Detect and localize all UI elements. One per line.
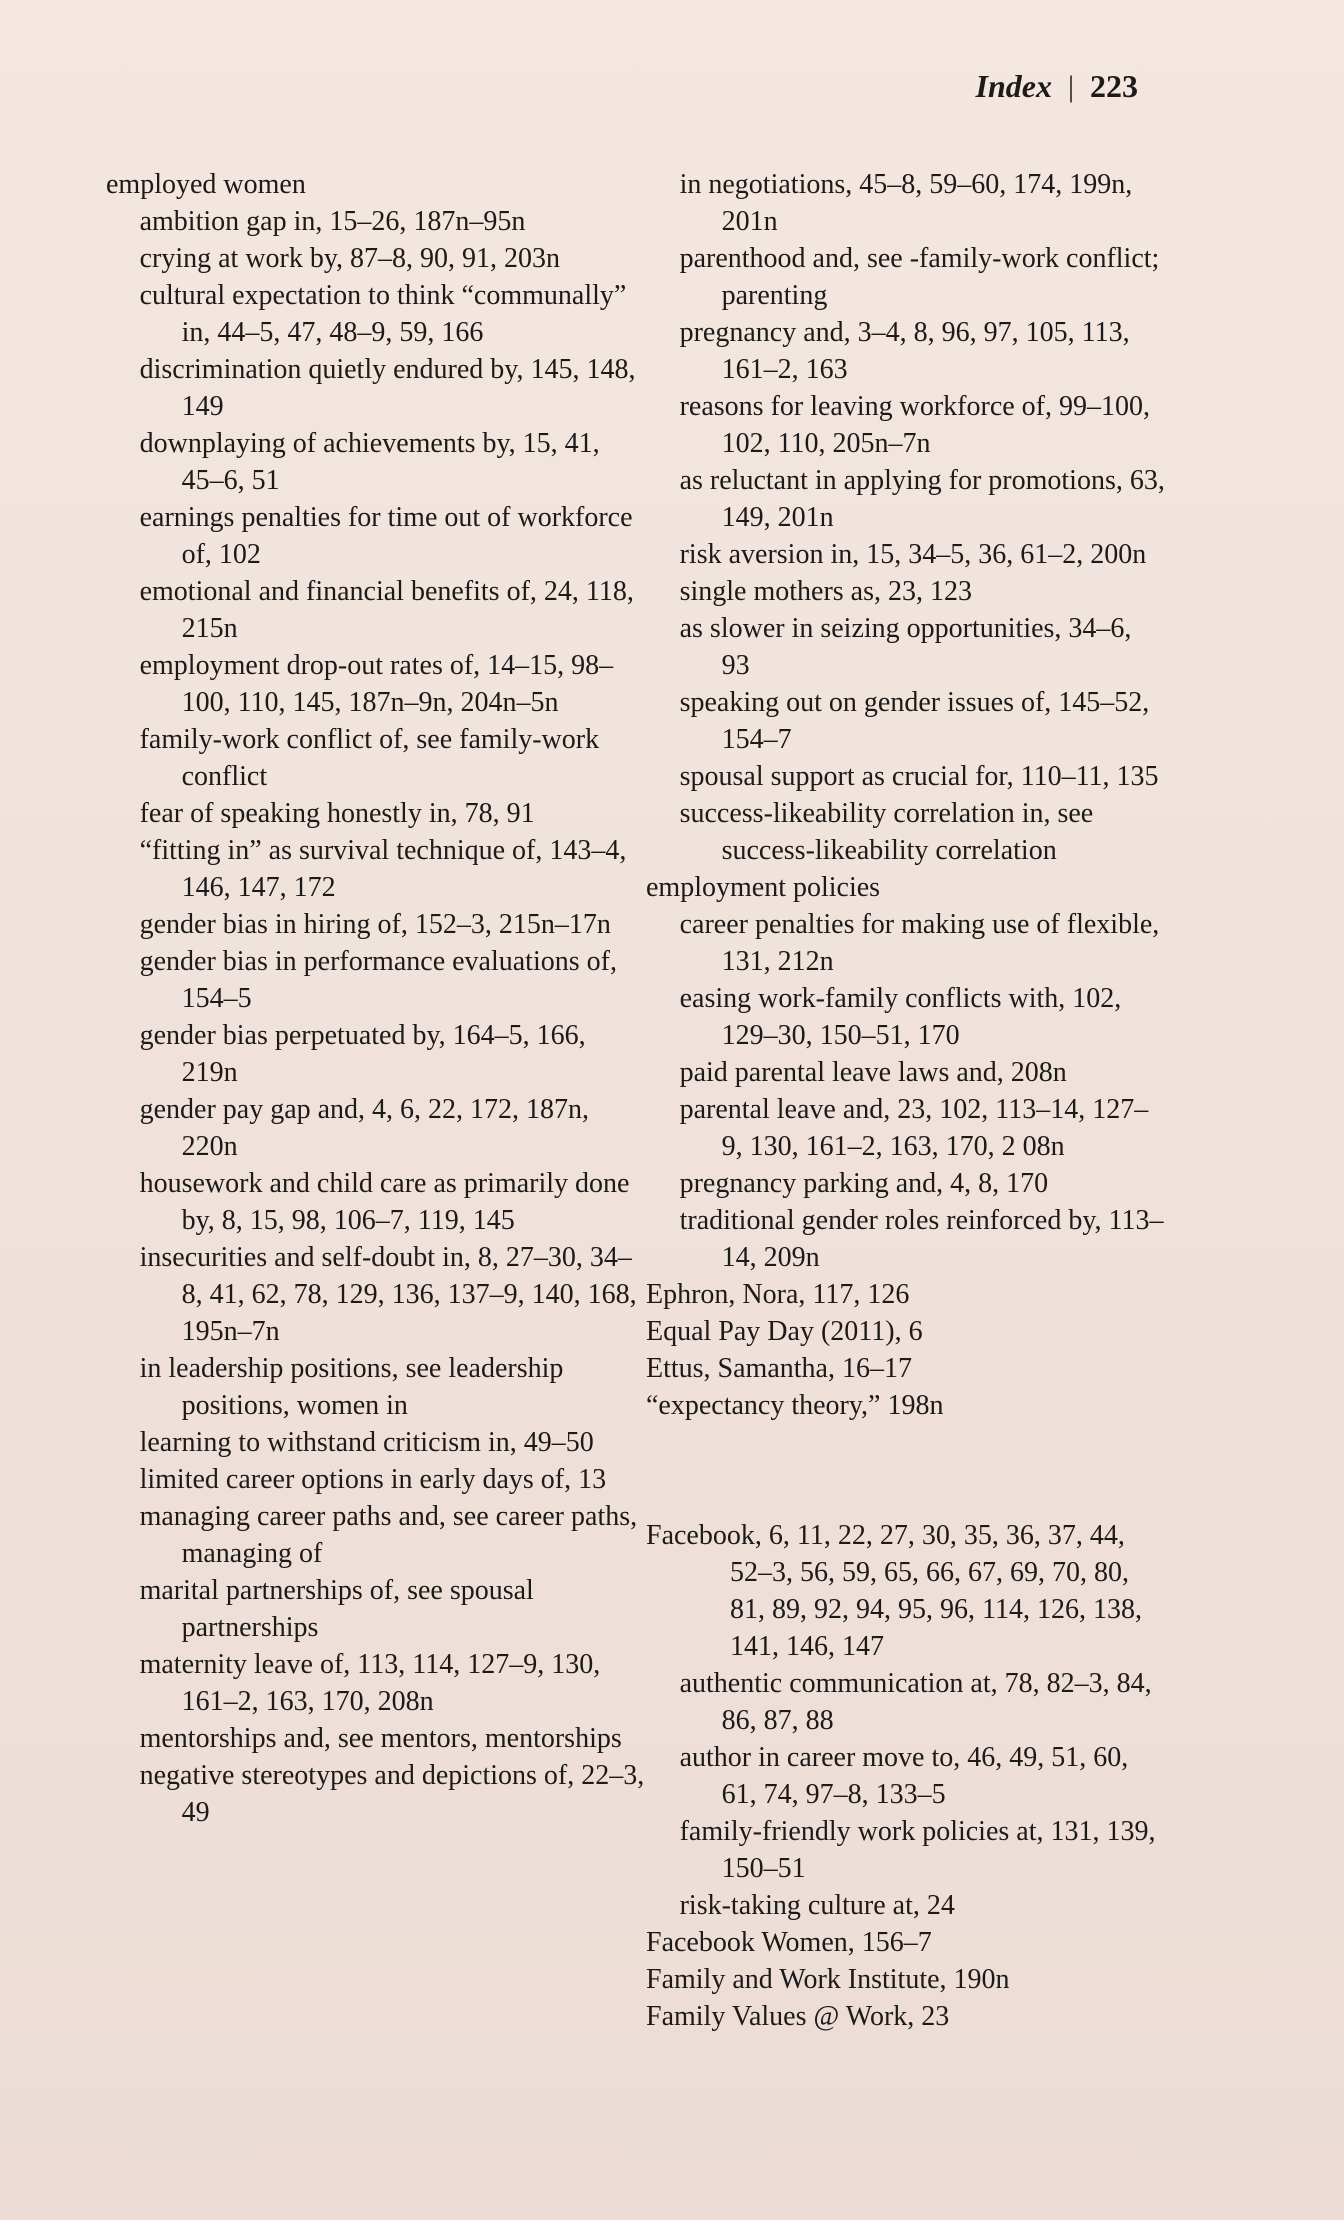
index-sub-entry: spousal support as crucial for, 110–11, 135 [679,761,1159,792]
index-column-left [106,166,646,1831]
index-main-entry: Facebook Women, 156–7 [646,1927,932,1958]
index-main-entry: employed women [106,169,306,200]
index-sub-entry: in negotiations, 45–8, 59–60, 174, 199n, 201n [679,169,1133,237]
index-sub-entry: parenthood and, see -family-work conflict; parenting [679,243,1160,311]
index-sub-entry: mentorships and, see mentors, mentorships [139,1723,622,1754]
index-sub-entry: parental leave and, 23, 102, 113–14, 127–9, 130, 161–2, 163, 170, 2 08n [679,1094,1149,1162]
index-main-entry: Ettus, Samantha, 16–17 [646,1353,912,1384]
index-sub-entry: as slower in seizing opportunities, 34–6, 93 [679,613,1132,681]
index-sub-entry: housework and child care as primarily done by, 8, 15, 98, 106–7, 119, 145 [139,1168,630,1236]
index-main-entry: Family and Work Institute, 190n [646,1964,1010,1995]
index-sub-entry: managing career paths and, see career paths, managing of [139,1501,638,1569]
index-sub-entry: ambition gap in, 15–26, 187n–95n [139,206,526,237]
index-sub-entry: paid parental leave laws and, 208n [679,1057,1067,1088]
index-main-entry: Equal Pay Day (2011), 6 [646,1316,923,1347]
index-sub-entry: reasons for leaving workforce of, 99–100, 102, 110, 205n–7n [679,391,1151,459]
index-sub-entry: discrimination quietly endured by, 145, 148, 149 [139,354,636,422]
index-sub-entry: emotional and financial benefits of, 24, 118, 215n [139,576,634,644]
index-sub-entry: learning to withstand criticism in, 49–50 [139,1427,594,1458]
index-sub-entry: negative stereotypes and depictions of, 22–3, 49 [139,1760,645,1828]
index-sub-entry: authentic communication at, 78, 82–3, 84, 86, 87, 88 [679,1668,1152,1736]
index-sub-entry: in leadership positions, see leadership positions, women in [139,1353,564,1421]
index-sub-entry: single mothers as, 23, 123 [679,576,973,607]
index-sub-entry: pregnancy parking and, 4, 8, 170 [679,1168,1049,1199]
index-sub-entry: cultural expectation to think “communally” in, 44–5, 47, 48–9, 59, 166 [139,280,627,348]
page-number: 223 [1090,68,1138,104]
index-sub-entry: crying at work by, 87–8, 90, 91, 203n [139,243,561,274]
index-sub-entry: marital partnerships of, see spousal partnerships [139,1575,534,1643]
index-sub-entry: family-friendly work policies at, 131, 139, 150–51 [679,1816,1156,1884]
index-sub-entry: gender bias in hiring of, 152–3, 215n–17n [139,909,611,940]
index-sub-entry: easing work-family conflicts with, 102, 129–30, 150–51, 170 [679,983,1122,1051]
index-sub-entry: gender pay gap and, 4, 6, 22, 172, 187n, 220n [139,1094,590,1162]
index-sub-entry: family-work conflict of, see family-work conflict [139,724,600,792]
index-sub-entry: pregnancy and, 3–4, 8, 96, 97, 105, 113, 161–2, 163 [679,317,1130,385]
index-sub-entry: gender bias in performance evaluations of, 154–5 [139,946,617,1014]
entry-spacer [646,1452,1166,1489]
index-sub-entry: as reluctant in applying for promotions, 63, 149, 201n [679,465,1165,533]
index-column-right [646,166,1166,2035]
index-sub-entry: author in career move to, 46, 49, 51, 60, 61, 74, 97–8, 133–5 [679,1742,1129,1810]
index-sub-entry: employment drop-out rates of, 14–15, 98–100, 110, 145, 187n–9n, 204n–5n [139,650,614,718]
index-sub-entry: “fitting in” as survival technique of, 143–4, 146, 147, 172 [139,835,627,903]
index-sub-entry: traditional gender roles reinforced by, 113–14, 209n [679,1205,1164,1273]
index-sub-entry: gender bias perpetuated by, 164–5, 166, 219n [139,1020,586,1088]
index-sub-entry: maternity leave of, 113, 114, 127–9, 130, 161–2, 163, 170, 208n [139,1649,601,1717]
index-sub-entry: career penalties for making use of flexible, 131, 212n [679,909,1160,977]
index-sub-entry: speaking out on gender issues of, 145–52, 154–7 [679,687,1150,755]
index-sub-entry: risk-taking culture at, 24 [679,1890,955,1921]
index-sub-entry: success-likeability correlation in, see success-likeability correlation [679,798,1094,866]
index-main-entry: Ephron, Nora, 117, 126 [646,1279,910,1310]
index-main-entry: employment policies [646,872,881,903]
index-sub-entry: risk aversion in, 15, 34–5, 36, 61–2, 200n [679,539,1147,570]
index-sub-entry: limited career options in early days of, 13 [139,1464,607,1495]
index-sub-entry: insecurities and self-doubt in, 8, 27–30, 34–8, 41, 62, 78, 129, 136, 137–9, 140, 168, 195n–7n [139,1242,637,1347]
index-main-entry: Facebook, 6, 11, 22, 27, 30, 35, 36, 37, 44, 52–3, 56, 59, 65, 66, 67, 69, 70, 80, 81, 89, 92, 94, 95, 96, 114, 126, 138, 141, 146, 147 [646,1520,1142,1662]
index-main-entry: Family Values @ Work, 23 [646,2001,950,2032]
header-separator: | [1067,69,1074,103]
header-title: Index [975,68,1052,104]
index-sub-entry: fear of speaking honestly in, 78, 91 [139,798,535,829]
index-sub-entry: downplaying of achievements by, 15, 41, 45–6, 51 [139,428,600,496]
running-header [976,68,1138,105]
index-main-entry: “expectancy theory,” 198n [646,1390,944,1421]
index-sub-entry: earnings penalties for time out of workforce of, 102 [139,502,633,570]
